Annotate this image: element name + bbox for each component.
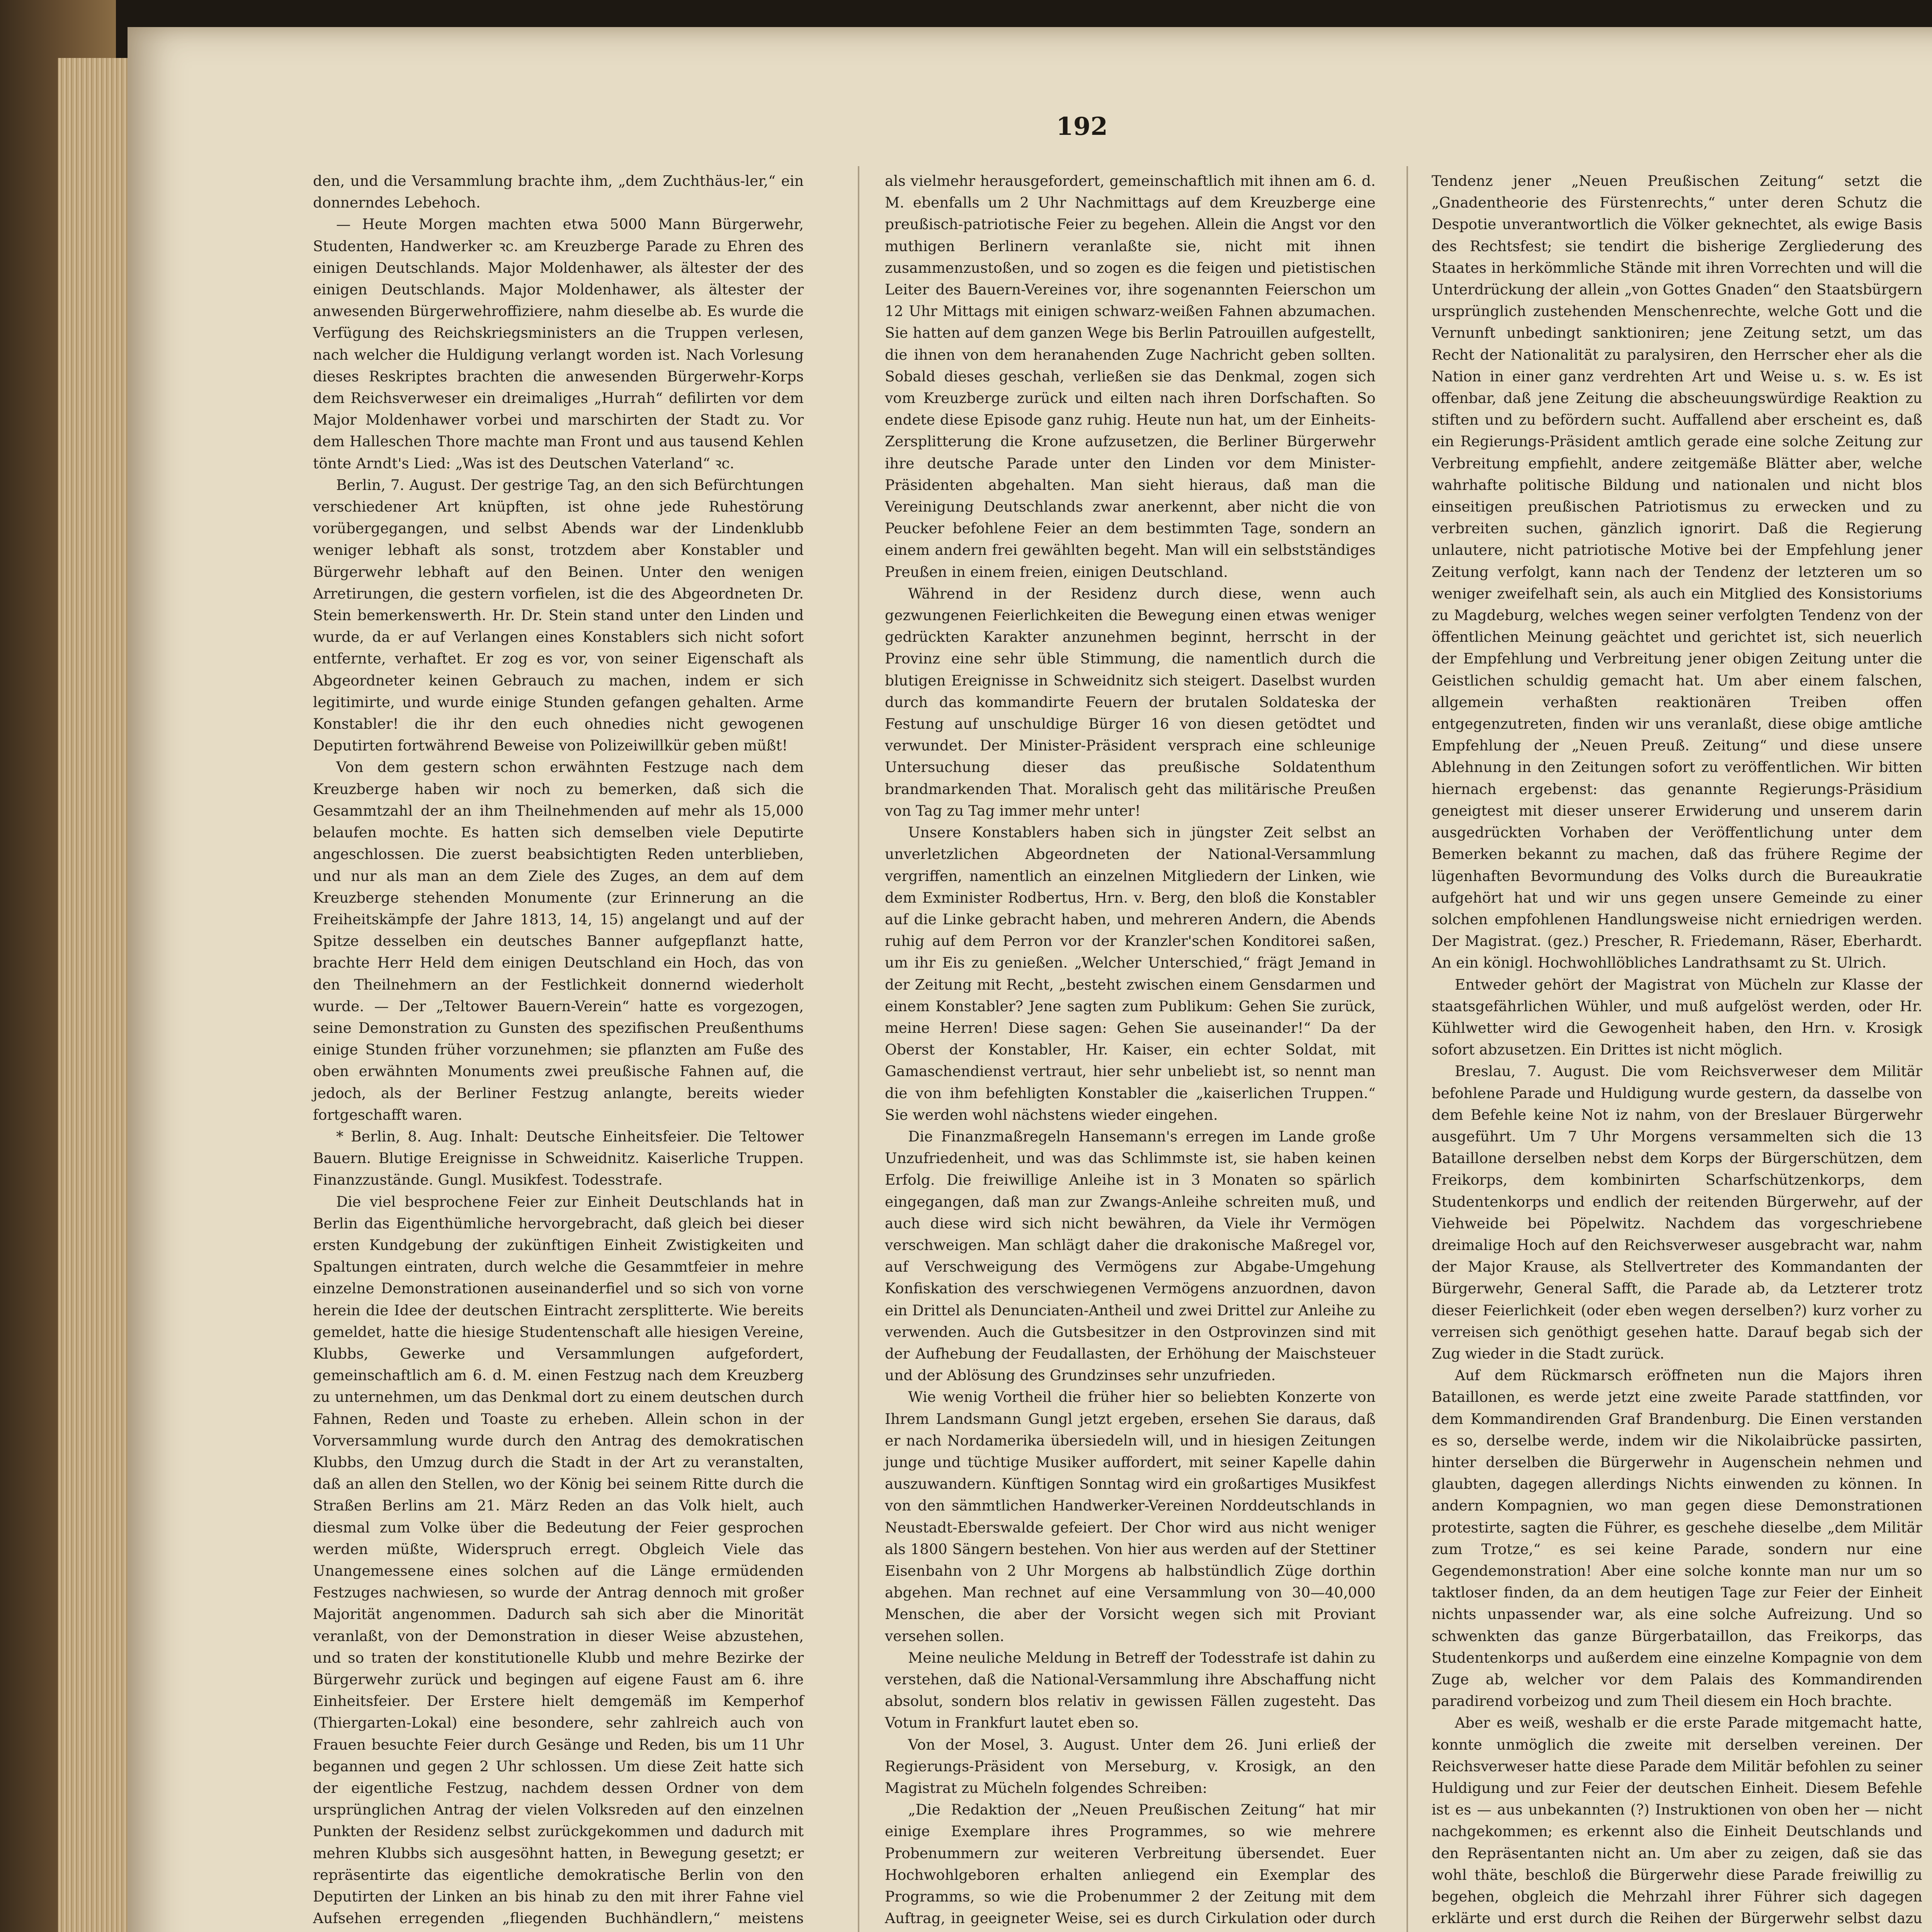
paragraph: Die viel besprochene Feier zur Einheit Deutschlands hat in Berlin das Eigenthümliche hervorgebracht, daß gleich bei dieser ersten Kundgebung der zukünftigen Einheit Zwistigkeiten und Spaltungen eintraten, durch welche die Gesammtfeier in mehre einzelne Demonstrationen auseinanderfiel und so sich von vorne herein die Idee der deutschen Eintracht zersplitterte. Wie bereits gemeldet, hatte die hiesige Studentenschaft alle hiesigen Vereine, Klubbs, Gewerke und Versammlungen aufgefordert, gemeinschaftlich am 6. d. M. einen Festzug nach dem Kreuzberg zu unternehmen, um das Denkmal dort zu einem deutschen durch Fahnen, Reden und Toaste zu erheben. Allein schon in der Vorversammlung wurde durch den Antrag des demokratischen Klubbs, den Umzug durch die Stadt in der Art zu veranstalten, daß an allen den Stellen, wo der König bei seinem Ritte durch die Straßen Berlins am 21. März Reden an das Volk hielt, auch diesmal zum Volke über die Bedeutung der Feier gesprochen werden müßte, Widerspruch erregt. Obgleich Viele das Unangemessene eines solchen auf die Länge ermüdenden Festzuges nachwiesen, so wurde der Antrag dennoch mit großer Majorität angenommen. Dadurch sah sich aber die Minorität veranlaßt, von der Demonstration in dieser Weise abzustehen, und so traten der konstitutionelle Klubb und mehre Bezirke der Bürgerwehr zurück und begingen auf eigene Faust am 6. ihre Einheitsfeier. Der Erstere hielt demgemäß im Kemperhof (Thiergarten-Lokal) eine besondere, sehr zahlreich auch von Frauen besuchte Feier durch Gesänge und Reden, bis um 11 Uhr begannen und gegen 2 Uhr schlossen. Um diese Zeit hatte sich der eigentliche Festzug, nachdem dessen Ordner von dem ursprünglichen Antrag der vielen Volksreden auf den einzelnen Punkten der Residenz selbst zurückgekommen und dadurch mit mehren Klubbs sich ausgesöhnt hatten, in Bewegung gesetzt; er repräsentirte das eigentliche demokratische Berlin von den Deputirten der Linken an bis hinab zu den mit ihrer Fahne viel Aufsehen erregenden „fliegenden Buchhändlern,“ meistens bbox=[313, 1193, 804, 1927]
paragraph: — Heute Morgen machten etwa 5000 Mann Bürgerwehr, Studenten, Handwerker ꝛc. am Kreuzberge Parade zu Ehren des einigen Deutschlands. Major Moldenhawer, als ältester der des einigen Deutschlands. Major Moldenhawer, als ältester der anwesenden Bürgerwehroffiziere, nahm dieselbe ab. Es wurde die Verfügung des Reichskriegsministers an die Truppen verlesen, nach welcher die Huldigung verlangt worden ist. Nach Vorlesung dieses Reskriptes brachten die anwesenden Bürgerwehr-Korps dem Reichsverweser ein dreimaliges „Hurrah“ defilirten vor dem Major Moldenhawer vorbei und marschirten der Stadt zu. Vor dem Halleschen Thore machte man Front und aus tausend Kehlen tönte Arndt's Lied: „Was ist des Deutschen Vaterland“ ꝛc. bbox=[313, 216, 804, 472]
paragraph: Unsere Konstablers haben sich in jüngster Zeit selbst an unverletzlichen Abgeordneten der National-Versammlung vergriffen, namentlich an einzelnen Mitgliedern der Linken, wie dem Exminister Rodbertus, Hrn. v. Berg, den bloß die Konstabler auf die Linke gebracht haben, und mehreren Andern, die Abends ruhig auf dem Perron vor der Kranzler'schen Konditorei saßen, um ihr Eis zu genießen. „Welcher Unterschied,“ frägt Jemand in der Zeitung mit Recht, „besteht zwischen einem Gensdarmen und einem Konstabler? Jene sagten zum Publikum: Gehen Sie zurück, meine Herren! Diese sagen: Gehen Sie auseinander!“ Da der Oberst der Konstabler, Hr. Kaiser, ein echter Soldat, mit Gamaschendienst vertraut, hier sehr unbeliebt ist, so nennt man die von ihm befehligten Konstabler die „kaiserlichen Truppen.“ Sie werden wohl nächstens wieder eingehen. bbox=[885, 824, 1376, 1123]
paragraph: Die Finanzmaßregeln Hansemann's erregen im Lande große Unzufriedenheit, und was das Schlimmste ist, sie haben keinen Erfolg. Die freiwillige Anleihe ist in 3 Monaten so spärlich eingegangen, daß man zur Zwangs-Anleihe schreiten muß, und auch diese wird sich nicht bewähren, da Viele ihr Vermögen verschweigen. Man schlägt daher die drakonische Maßregel vor, auf Verschweigung des Vermögens zur Abgabe-Umgehung Konfiskation des verschwiegenen Vermögens anzuordnen, davon ein Drittel als Denunciaten-Antheil und zwei Drittel zur Anleihe zu verwenden. Auch die Gutsbesitzer in den Ostprovinzen sind mit der Aufhebung der Feudallasten, der Erhöhung der Maischsteuer und der Ablösung des Grundzinses sehr unzufrieden. bbox=[885, 1128, 1376, 1384]
paragraph: Tendenz jener „Neuen Preußischen Zeitung“ setzt die „Gnadentheorie des Fürstenrechts,“ unter deren Schutz die Despotie unverantwortlich die Völker geknechtet, als ewige Basis des Rechtsfest; sie tendirt die bisherige Zergliederung des Staates in herkömmliche Stände mit ihren Vorrechten und will die Unterdrückung der allein „von Gottes Gnaden“ den Staatsbürgern ursprünglich zustehenden Menschenrechte, welche Gott und die Vernunft unbedingt sanktioniren; jene Zeitung setzt, um das Recht der Nationalität zu paralysiren, den Herrscher eher als die Nation in einer ganz verdrehten Art und Weise u. s. w. Es ist offenbar, daß jene Zeitung die abscheuungswürdige Reaktion zu stiften und zu befördern sucht. Auffallend aber erscheint es, daß ein Regierungs-Präsident amtlich gerade eine solche Zeitung zur Verbreitung empfiehlt, andere zeitgemäße Blätter aber, welche wahrhafte politische Bildung und nationalen und nicht blos einseitigen preußischen Patriotismus zu erwecken und zu verbreiten suchen, gänzlich ignorirt. Daß die Regierung unlautere, nicht patriotische Motive bei der Empfehlung jener Zeitung verfolgt, kann nach der Tendenz der letzteren um so weniger zweifelhaft sein, als auch ein Mitglied des Konsistoriums zu Magdeburg, welches wegen seiner verfolgten Tendenz von der öffentlichen Meinung geächtet und gerichtet ist, sich neuerlich der Empfehlung und Verbreitung jener obigen Zeitung unter die Geistlichen schuldig gemacht hat. Um aber einem falschen, allgemein verhaßten reaktionären Treiben offen entgegenzutreten, finden wir uns veranlaßt, diese obige amtliche Empfehlung der „Neuen Preuß. Zeitung“ und diese unsere Ablehnung in den Zeitungen sofort zu veröffentlichen. Wir bitten hiernach ergebenst: das genannte Regierungs-Präsidium geneigtest mit dieser unserer Erwiderung und unserem darin ausgedrückten Vorhaben der Veröffentlichung unter dem Bemerken bekannt zu machen, daß das frühere Regime der lügenhaften Bevormundung des Volks durch die Bureaukratie aufgehört hat und wir uns gegen unsere Gemeinde zu einer solchen empfohlenen Handlungsweise nicht erniedrigen werden. Der Magistrat. (gez.) Prescher, R. Friedemann, Räser, Eberhardt. An ein königl. Hochwohllöbliches Landrathsamt zu St. Ulrich. bbox=[1432, 172, 1922, 971]
paragraph: als vielmehr herausgefordert, gemeinschaftlich mit ihnen am 6. d. M. ebenfalls um 2 Uhr Nachmittags auf dem Kreuzberge eine preußisch-patriotische Feier zu begehen. Allein die Angst vor den muthigen Berlinern veranlaßte sie, nicht mit ihnen zusammenzustoßen, und so zogen es die feigen und pietistischen Leiter des Bauern-Vereines vor, ihre sogenannten Feierschon um 12 Uhr Mittags mit einigen schwarz-weißen Fahnen abzumachen. Sie hatten auf dem ganzen Wege bis Berlin Patrouillen aufgestellt, die ihnen von dem heranahenden Zuge Nachricht geben sollten. Sobald dieses geschah, verließen sie das Denkmal, zogen sich vom Kreuzberge zurück und eilten nach ihren Dorfschaften. So endete diese Episode ganz ruhig. Heute nun hat, um der Einheits-Zersplitterung die Krone aufzusetzen, die Berliner Bürgerwehr ihre deutsche Parade unter den Linden vor dem Minister-Präsidenten abgehalten. Man sieht hieraus, daß man die Vereinigung Deutschlands zwar anerkennt, aber nicht die von Peucker befohlene Feier an dem bestimmten Tage, sondern an einem andern frei gewählten begeht. Man will ein selbstständiges Preußen in einem freien, einigen Deutschland. bbox=[885, 172, 1376, 580]
paragraph: Breslau, 7. August. Die vom Reichsverweser dem Militär befohlene Parade und Huldigung wurde gestern, da dasselbe von dem Befehle keine Not iz nahm, von der Breslauer Bürgerwehr ausgeführt. Um 7 Uhr Morgens versammelten sich die 13 Bataillone derselben nebst dem Korps der Bürgerschützen, dem Freikorps, dem kombinirten Scharfschützenkorps, dem Studentenkorps und endlich der reitenden Bürgerwehr, auf der Viehweide bei Pöpelwitz. Nachdem das vorgeschriebene dreimalige Hoch auf den Reichsverweser ausgebracht war, nahm der Major Krause, als Stellvertreter des Kommandanten der Bürgerwehr, General Safft, die Parade ab, da Letzterer trotz dieser Feierlichkeit (oder eben wegen derselben?) kurz vorher zu verreisen sich genöthigt gesehen hatte. Darauf begab sich der Zug wieder in die Stadt zurück. bbox=[1432, 1063, 1922, 1362]
column-left bbox=[313, 170, 804, 1932]
paragraph: Von der Mosel, 3. August. Unter dem 26. Juni erließ der Regierungs-Präsident von Merseburg, v. Krosigk, an den Magistrat zu Mücheln folgendes Schreiben: bbox=[885, 1736, 1376, 1797]
paragraph: Während in der Residenz durch diese, wenn auch gezwungenen Feierlichkeiten die Bewegung einen etwas weniger gedrückten Karakter anzunehmen beginnt, herrscht in der Provinz eine sehr üble Stimmung, die namentlich durch die blutigen Ereignisse in Schweidnitz sich steigert. Daselbst wurden durch das kommandirte Feuern der brutalen Soldateska der Festung auf unschuldige Bürger 16 von diesen getödtet und verwundet. Der Minister-Präsident versprach eine schleunige Untersuchung dieser das preußische Soldatenthum brandmarkenden That. Moralisch geht das militärische Preußen von Tag zu Tag immer mehr unter! bbox=[885, 585, 1376, 819]
page-number: 192 bbox=[1056, 112, 1108, 141]
paragraph: * Berlin, 8. Aug. Inhalt: Deutsche Einheitsfeier. Die Teltower Bauern. Blutige Ereignisse in Schweidnitz. Kaiserliche Truppen. Finanzzustände. Gungl. Musikfest. Todesstrafe. bbox=[313, 1128, 804, 1189]
paragraph: Aber es weiß, weshalb er die erste Parade mitgemacht hatte, konnte unmöglich die zweite mit derselben vereinen. Der Reichsverweser hatte diese Parade dem Militär befohlen zu seiner Huldigung und zur Feier der deutschen Einheit. Diesem Befehle ist es — aus unbekannten (?) Instruktionen von oben her — nicht nachgekommen; es erkennt also die Einheit Deutschlands und den Repräsentanten nicht an. Um aber zu zeigen, daß sie das wohl thäte, beschloß die Bürgerwehr diese Parade freiwillig zu begehen, obgleich die Mehrzahl ihrer Führer sich dagegen erklärte und erst durch die Reihen der Bürgerwehr selbst dazu bbox=[1432, 1714, 1922, 1927]
paragraph: Von dem gestern schon erwähnten Festzuge nach dem Kreuzberge haben wir noch zu bemerken, daß sich die Gesammtzahl der an ihm Theilnehmenden auf mehr als 15,000 belaufen mochte. Es hatten sich demselben viele Deputirte angeschlossen. Die zuerst beabsichtigten Reden unterblieben, und nur als man an dem Ziele des Zuges, an dem auf dem Kreuzberge stehenden Monumente (zur Erinnerung an die Freiheitskämpfe der Jahre 1813, 14, 15) angelangt und auf der Spitze desselben ein deutsches Banner aufgepflanzt hatte, brachte Herr Held dem einigen Deutschland ein Hoch, das von den Theilnehmern an der Festlichkeit donnernd wiederholt wurde. — Der „Teltower Bauern-Verein“ hatte es vorgezogen, seine Demonstration zu Gunsten des spezifischen Preußenthums einige Stunden früher vorzunehmen; sie pflanzten am Fuße des oben erwähnten Monuments zwei preußische Fahnen auf, die jedoch, als der Berliner Festzug anlangte, bereits wieder fortgeschafft waren. bbox=[313, 759, 804, 1123]
column-middle bbox=[885, 170, 1376, 1932]
paragraph: Entweder gehört der Magistrat von Mücheln zur Klasse der staatsgefährlichen Wühler, und muß aufgelöst werden, oder Hr. Kühlwetter wird die Gewogenheit haben, den Hrn. v. Krosigk sofort abzusetzen. Ein Drittes ist nicht möglich. bbox=[1432, 976, 1922, 1058]
paragraph: Auf dem Rückmarsch eröffneten nun die Majors ihren Bataillonen, es werde jetzt eine zweite Parade stattfinden, vor dem Kommandirenden Graf Brandenburg. Die Einen verstanden es so, derselbe werde, indem wir die Nikolaibrücke passirten, hinter derselben die Bürgerwehr in Augenschein nehmen und glaubten, dagegen allerdings Nichts einwenden zu können. In andern Kompagnien, wo man gegen diese Demonstrationen protestirte, sagten die Führer, es geschehe dieselbe „dem Militär zum Trotze,“ es sei keine Parade, sondern nur eine Gegendemonstration! Aber eine solche konnte man nur um so taktloser finden, da an dem heutigen Tage zur Feier der Einheit nichts unpassender war, als eine solche Aufreizung. Und so schwenkten das ganze Bürgerbataillon, das Freikorps, das Studentenkorps und außerdem eine einzelne Kompagnie von dem Zuge ab, welcher vor dem Palais des Kommandirenden paradirend vorbeizog und zum Theil diesem ein Hoch brachte. bbox=[1432, 1367, 1922, 1710]
paragraph: „Die Redaktion der „Neuen Preußischen Zeitung“ hat mir einige Exemplare ihres Programmes, so wie mehrere Probenummern zur weiteren Verbreitung übersendet. Euer Hochwohlgeboren erhalten anliegend ein Exemplar des Programms, so wie die Probenummer 2 der Zeitung mit dem Auftrag, in geeigneter Weise, sei es durch Cirkulation oder durch bbox=[885, 1801, 1376, 1927]
paragraph: Wie wenig Vortheil die früher hier so beliebten Konzerte von Ihrem Landsmann Gungl jetzt ergeben, ersehen Sie daraus, daß er nach Nordamerika übersiedeln will, und in hiesigen Zeitungen junge und tüchtige Musiker auffordert, mit seiner Kapelle dahin auszuwandern. Künftigen Sonntag wird ein großartiges Musikfest von den sämmtlichen Handwerker-Vereinen Norddeutschlands in Neustadt-Eberswalde gefeiert. Der Chor wird aus nicht weniger als 1800 Sängern bestehen. Von hier aus werden auf der Stettiner Eisenbahn von 2 Uhr Morgens ab halbstündlich Züge dorthin abgehen. Man rechnet auf eine Versammlung von 30—40,000 Menschen, die aber der Vorsicht wegen sich mit Proviant versehen sollen. bbox=[885, 1388, 1376, 1645]
column-right bbox=[1432, 170, 1922, 1932]
column-rule bbox=[858, 166, 859, 1932]
column-rule bbox=[1406, 166, 1408, 1932]
paragraph: den, und die Versammlung brachte ihm, „dem Zuchthäus-ler,“ ein donnerndes Lebehoch. bbox=[313, 172, 804, 211]
paragraph: Meine neuliche Meldung in Betreff der Todesstrafe ist dahin zu verstehen, daß die National-Versammlung ihre Abschaffung nicht absolut, sondern blos relativ in gewissen Fällen zugesteht. Das Votum in Frankfurt lautet eben so. bbox=[885, 1649, 1376, 1731]
paragraph: Berlin, 7. August. Der gestrige Tag, an den sich Befürchtungen verschiedener Art knüpften, ist ohne jede Ruhestörung vorübergegangen, und selbst Abends war der Lindenklubb weniger lebhaft als sonst, trotzdem aber Konstabler und Bürgerwehr lebhaft auf den Beinen. Unter den wenigen Arretirungen, die gestern vorfielen, ist die des Abgeordneten Dr. Stein bemerkenswerth. Hr. Dr. Stein stand unter den Linden und wurde, da er auf Verlangen eines Konstablers sich nicht sofort entfernte, verhaftet. Er zog es vor, von seiner Eigenschaft als Abgeordneter keinen Gebrauch zu machen, indem er sich legitimirte, und wurde einige Stunden gefangen gehalten. Arme Konstabler! die ihr den euch ohnedies nicht gewogenen Deputirten fortwährend Beweise von Polizeiwillkür geben müßt! bbox=[313, 476, 804, 754]
